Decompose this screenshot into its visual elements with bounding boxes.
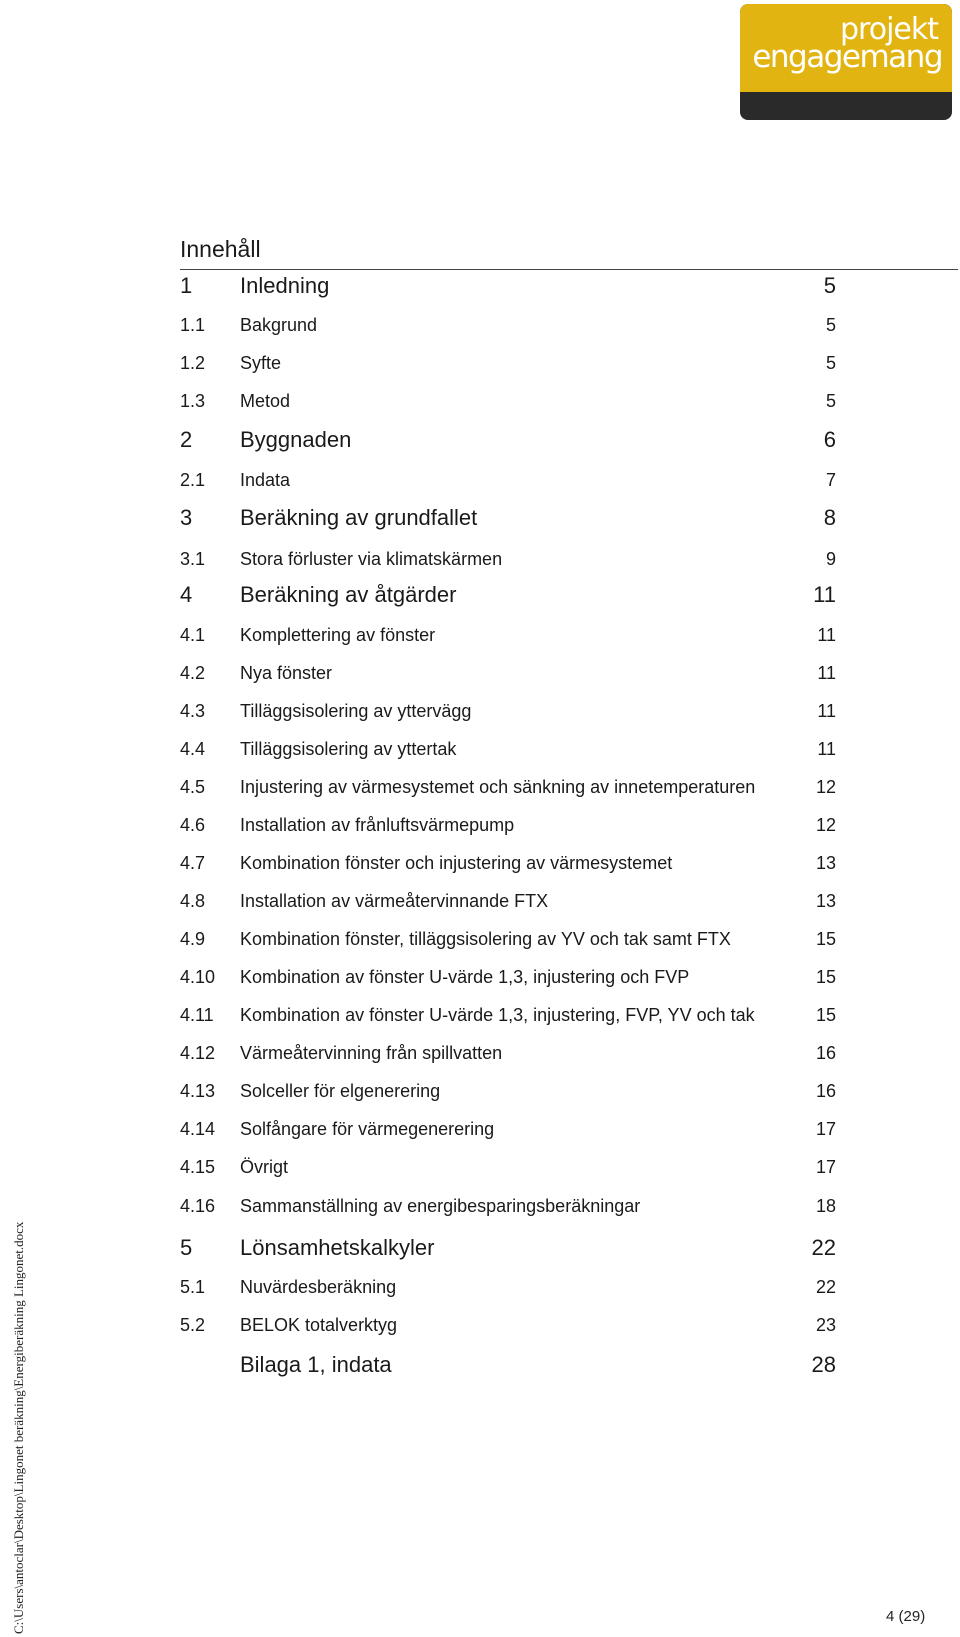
toc-entry-title: Bakgrund xyxy=(240,314,318,335)
toc-entry-number: 4.12 xyxy=(180,1042,216,1063)
toc-entry-title: Nya fönster xyxy=(240,662,333,683)
toc-entry-title: Värmeåtervinning från spillvatten xyxy=(240,1042,503,1063)
toc-entry[interactable] xyxy=(180,622,836,648)
toc-entry-title: Kombination fönster, tilläggsisolering av YV och tak samt FTX xyxy=(240,928,731,949)
toc-entry-page: 16 xyxy=(815,1080,836,1101)
toc-entry-page: 8 xyxy=(823,505,836,530)
toc-entry-number: 4.10 xyxy=(180,966,216,987)
page-number: 4 (29) xyxy=(886,1608,926,1625)
toc-entry-page: 22 xyxy=(815,1276,836,1297)
toc-entry-title: Kombination av fönster U-värde 1,3, injustering och FVP xyxy=(240,966,690,987)
toc-entry-page: 11 xyxy=(817,738,836,759)
toc-entry-number: 4 xyxy=(180,582,193,607)
toc-entry-number: 4.8 xyxy=(180,890,206,911)
toc-entry-title: Kombination av fönster U-värde 1,3, injustering, FVP, YV och tak xyxy=(240,1004,755,1025)
toc-entry-number: 5.2 xyxy=(180,1314,206,1335)
toc-entry-page: 15 xyxy=(815,1004,836,1025)
toc-entry-title: Installation av frånluftsvärmepump xyxy=(240,814,515,835)
toc-entry-page: 6 xyxy=(823,427,836,452)
toc-entry-number: 4.15 xyxy=(180,1156,216,1177)
toc-entry-page: 9 xyxy=(825,548,836,569)
toc-entry-number: 4.2 xyxy=(180,662,206,683)
toc-entry-number: 4.6 xyxy=(180,814,206,835)
toc-entry-title: Solfångare för värmegenerering xyxy=(240,1118,495,1139)
toc-entry-title: Övrigt xyxy=(240,1156,289,1177)
toc-entry[interactable] xyxy=(180,1350,836,1380)
toc-entry-number: 3.1 xyxy=(180,548,206,569)
toc-entry-title: Komplettering av fönster xyxy=(240,624,436,645)
toc-entry-page: 11 xyxy=(817,700,836,721)
toc-entry-page: 5 xyxy=(825,390,836,411)
toc-entry[interactable] xyxy=(180,698,836,724)
toc-entry-number: 4.11 xyxy=(180,1004,214,1025)
toc-entry-number: 4.1 xyxy=(180,624,206,645)
toc-entry[interactable] xyxy=(180,312,836,338)
toc-entry-page: 28 xyxy=(811,1352,836,1377)
toc-entry-page: 17 xyxy=(815,1156,836,1177)
toc-entry-title: Kombination fönster och injustering av värmesystemet xyxy=(240,852,673,873)
toc-entry-title: Nuvärdesberäkning xyxy=(240,1276,397,1297)
toc-entry[interactable] xyxy=(180,1116,836,1142)
toc-entry[interactable] xyxy=(180,271,836,301)
toc-entry[interactable] xyxy=(180,388,836,414)
toc-entry-title: Lönsamhetskalkyler xyxy=(240,1235,435,1260)
toc-entry-page: 5 xyxy=(825,314,836,335)
toc-entry-page: 11 xyxy=(817,624,836,645)
toc-entry-number: 4.3 xyxy=(180,700,206,721)
toc-entry-number: 4.7 xyxy=(180,852,206,873)
toc-entry-page: 13 xyxy=(815,852,836,873)
toc-entry-title: Tilläggsisolering av yttervägg xyxy=(240,700,472,721)
toc-entry[interactable] xyxy=(180,1040,836,1066)
toc-entry[interactable] xyxy=(180,467,836,493)
toc-heading: Innehåll xyxy=(180,236,261,262)
toc-entry-page: 17 xyxy=(815,1118,836,1139)
toc-entry-title: Sammanställning av energibesparingsberäkningar xyxy=(240,1195,641,1216)
toc-entry-title: BELOK totalverktyg xyxy=(240,1314,398,1335)
toc-entry-title: Injustering av värmesystemet och sänkning av innetemperaturen xyxy=(240,776,756,797)
toc-entry-page: 15 xyxy=(815,966,836,987)
toc-entry[interactable] xyxy=(180,812,836,838)
toc-entry-page: 11 xyxy=(817,662,836,683)
toc-entry-title: Tilläggsisolering av yttertak xyxy=(240,738,457,759)
toc-entry-title: Indata xyxy=(240,469,291,490)
toc-entry-number: 1.1 xyxy=(180,314,206,335)
toc-entry[interactable] xyxy=(180,926,836,952)
toc-entry[interactable] xyxy=(180,736,836,762)
document-file-path: C:\Users\antoclar\Desktop\Lingonet beräkning\Energiberäkning Lingonet.docx xyxy=(11,1221,26,1634)
toc-entry[interactable] xyxy=(180,660,836,686)
toc-entry[interactable] xyxy=(180,1078,836,1104)
toc-entry[interactable] xyxy=(180,850,836,876)
toc-entry[interactable] xyxy=(180,350,836,376)
toc-entry[interactable] xyxy=(180,503,836,533)
toc-entry-number: 4.9 xyxy=(180,928,206,949)
toc-entry-title: Solceller för elgenerering xyxy=(240,1080,441,1101)
toc-entry[interactable] xyxy=(180,888,836,914)
toc-entry[interactable] xyxy=(180,1154,836,1180)
toc-entry-number: 2 xyxy=(180,427,193,452)
toc-entry-page: 5 xyxy=(823,273,836,298)
toc-heading-rule xyxy=(180,269,958,270)
toc-entry-title: Byggnaden xyxy=(240,427,352,452)
toc-entry-page: 22 xyxy=(811,1235,836,1260)
toc-entry-page: 12 xyxy=(815,814,836,835)
toc-entry-number: 4.16 xyxy=(180,1195,216,1216)
toc-entry-number: 4.14 xyxy=(180,1118,216,1139)
toc-entry-title: Beräkning av grundfallet xyxy=(240,505,478,530)
toc-entry[interactable] xyxy=(180,1274,836,1300)
toc-entry-number: 3 xyxy=(180,505,193,530)
toc-entry[interactable] xyxy=(180,1233,836,1263)
toc-entry-title: Beräkning av åtgärder xyxy=(240,582,457,607)
toc-entry-page: 11 xyxy=(813,582,836,607)
toc-entry[interactable] xyxy=(180,580,836,610)
toc-entry-number: 4.13 xyxy=(180,1080,216,1101)
toc-entry-title: Metod xyxy=(240,390,291,411)
toc-entry[interactable] xyxy=(180,546,836,572)
toc-entry-number: 1.2 xyxy=(180,352,206,373)
toc-entry-page: 13 xyxy=(815,890,836,911)
toc-entry-page: 15 xyxy=(815,928,836,949)
toc-entry-page: 16 xyxy=(815,1042,836,1063)
toc-entry-page: 12 xyxy=(815,776,836,797)
logo-text-line2: engagemang xyxy=(752,39,942,75)
toc-entry-number: 4.4 xyxy=(180,738,206,759)
toc-entry-title: Inledning xyxy=(240,273,330,298)
toc-entry[interactable] xyxy=(180,1193,836,1219)
logo-text-line1: projekt xyxy=(840,12,938,47)
toc-entry-page: 23 xyxy=(815,1314,836,1335)
toc-entry-page: 18 xyxy=(815,1195,836,1216)
toc-entry-page: 7 xyxy=(825,469,836,490)
toc-entry[interactable] xyxy=(180,774,836,800)
toc-entry[interactable] xyxy=(180,1312,836,1338)
toc-entry-number: 5.1 xyxy=(180,1276,206,1297)
toc-entry[interactable] xyxy=(180,964,836,990)
toc-entry-page: 5 xyxy=(825,352,836,373)
company-logo xyxy=(740,4,952,120)
toc-entry-number: 1.3 xyxy=(180,390,206,411)
toc-entry-title: Installation av värmeåtervinnande FTX xyxy=(240,890,549,911)
toc-entry-number: 2.1 xyxy=(180,469,206,490)
toc-entry-number: 5 xyxy=(180,1235,193,1260)
toc-entry-number: 4.5 xyxy=(180,776,206,797)
toc-entry[interactable] xyxy=(180,425,836,455)
toc-entry-title: Syfte xyxy=(240,352,282,373)
toc-entry[interactable] xyxy=(180,1002,836,1028)
toc-entry-title: Stora förluster via klimatskärmen xyxy=(240,548,503,569)
toc-entry-number: 1 xyxy=(180,273,193,298)
toc-entry-title: Bilaga 1, indata xyxy=(240,1352,392,1377)
